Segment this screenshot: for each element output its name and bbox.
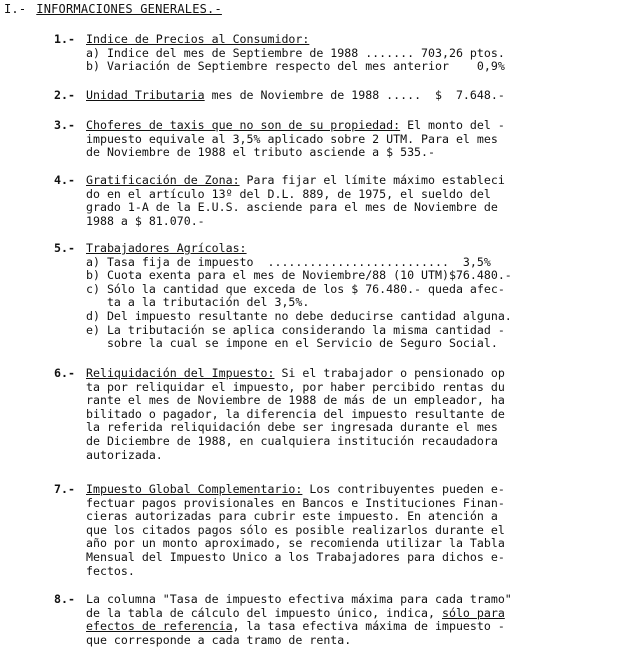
section-heading <box>4 3 222 17</box>
item-columna-tasa <box>54 593 626 647</box>
item-gratificacion-zona <box>54 174 626 228</box>
item-text: Si el trabajador o pensionado op <box>274 366 505 380</box>
item-number: 6.- <box>54 366 75 380</box>
item-line: 1988 a $ 81.070.- <box>86 213 205 228</box>
item-line: sobre la cual se impone en el Servicio de Seguro Social. <box>86 336 498 351</box>
item-unidad-tributaria <box>54 89 626 103</box>
item-line: d) Del impuesto resultante no debe deducirse cantidad alguna. <box>86 308 512 323</box>
item-trabajadores-agricolas <box>54 242 626 351</box>
item-title: Choferes de taxis que no son de su propiedad: <box>86 118 401 132</box>
heading-title: INFORMACIONES GENERALES.- <box>36 2 222 16</box>
item-title: Indice de Precios al Consumidor: <box>86 32 310 46</box>
item-line: b) Variación de Septiembre respecto del mes anterior 0,9% <box>86 59 505 74</box>
item-number: 4.- <box>54 173 75 187</box>
item-line: autorizada. <box>86 447 163 462</box>
item-line: ta por reliquidar el impuesto, por haber percibido rentas du <box>86 379 505 394</box>
item-line: de Noviembre de 1988 el tributo asciende a $ 535.- <box>86 145 436 160</box>
item-text: mes de Noviembre de 1988 ..... $ 7.648.- <box>204 88 505 102</box>
item-number: 1.- <box>54 32 75 46</box>
item-text: Para fijar el límite máximo estableci <box>239 173 505 187</box>
roman-numeral: I.- <box>4 2 27 16</box>
item-number: 8.- <box>54 592 75 606</box>
item-line: impuesto equivale al 3,5% aplicado sobre 2 UTM. Para el mes <box>86 131 498 146</box>
item-line: e) La tributación se aplica considerando la misma cantidad - <box>86 322 505 337</box>
item-line: a) Indice del mes de Septiembre de 1988 ....... 703,26 ptos. <box>86 45 505 60</box>
item-line: La columna "Tasa de impuesto efectiva máxima para cada tramo" <box>86 592 512 606</box>
emphasis-text: sólo para <box>441 605 505 620</box>
item-text: , la tasa efectiva máxima de impuesto - <box>232 619 505 634</box>
item-line: de Diciembre de 1988, en cualquiera institución recaudadora <box>86 433 498 448</box>
item-line: que los citados pagos sólo es posible realizarlos durante el <box>86 522 505 537</box>
item-line: do en el artículo 13º del D.L. 889, de 1975, el sueldo del <box>86 186 491 201</box>
item-line: que corresponde a cada tramo de renta. <box>86 632 352 647</box>
item-title: Gratificación de Zona: <box>86 173 240 187</box>
item-line: bilitado o pagador, la diferencia del impuesto resultante de <box>86 406 505 421</box>
item-line: fectuar pagos provisionales en Bancos e Instituciones Finan- <box>86 495 505 510</box>
item-line: grado 1-A de la E.U.S. asciende para el mes de Noviembre de <box>86 200 498 215</box>
item-line: a) Tasa fija de impuesto .......................... 3,5% <box>86 254 491 269</box>
item-line: c) Sólo la cantidad que exceda de los $ 76.480.- queda afec- <box>86 281 505 296</box>
item-number: 7.- <box>54 482 75 496</box>
item-line: la referida reliquidación debe ser ingresada durante el mes <box>86 420 498 435</box>
item-reliquidacion <box>54 367 626 462</box>
item-text: Los contribuyentes pueden e- <box>302 482 505 496</box>
item-line: cieras autorizadas para cubrir este impuesto. En atención a <box>86 509 498 524</box>
emphasis-text: efectos de referencia <box>86 619 233 634</box>
item-line: Mensual del Impuesto Unico a los Trabajadores para dichos e- <box>86 549 505 564</box>
item-indice-precios <box>54 33 626 74</box>
item-title: Trabajadores Agrícolas: <box>86 241 247 255</box>
item-text: de la tabla de cálculo del impuesto único, indica, <box>86 605 442 620</box>
item-line: b) Cuota exenta para el mes de Noviembre/88 (10 UTM)$76.480.- <box>86 268 512 283</box>
item-line: ta a la tributación del 3,5%. <box>86 295 310 310</box>
item-number: 5.- <box>54 241 75 255</box>
item-choferes-taxis <box>54 119 626 160</box>
item-title: Impuesto Global Complementario: <box>86 482 303 496</box>
item-number: 3.- <box>54 118 75 132</box>
item-global-complementario <box>54 483 626 578</box>
item-title: Reliquidación del Impuesto: <box>86 366 275 380</box>
item-text: El monto del - <box>400 118 505 132</box>
item-line: año por un monto aproximado, se recomienda utilizar la Tabla <box>86 536 505 551</box>
item-line: fectos. <box>86 563 135 578</box>
item-line: rante el mes de Noviembre de 1988 de más de un empleador, ha <box>86 393 505 408</box>
item-title: Unidad Tributaria <box>86 88 205 102</box>
item-number: 2.- <box>54 88 75 102</box>
